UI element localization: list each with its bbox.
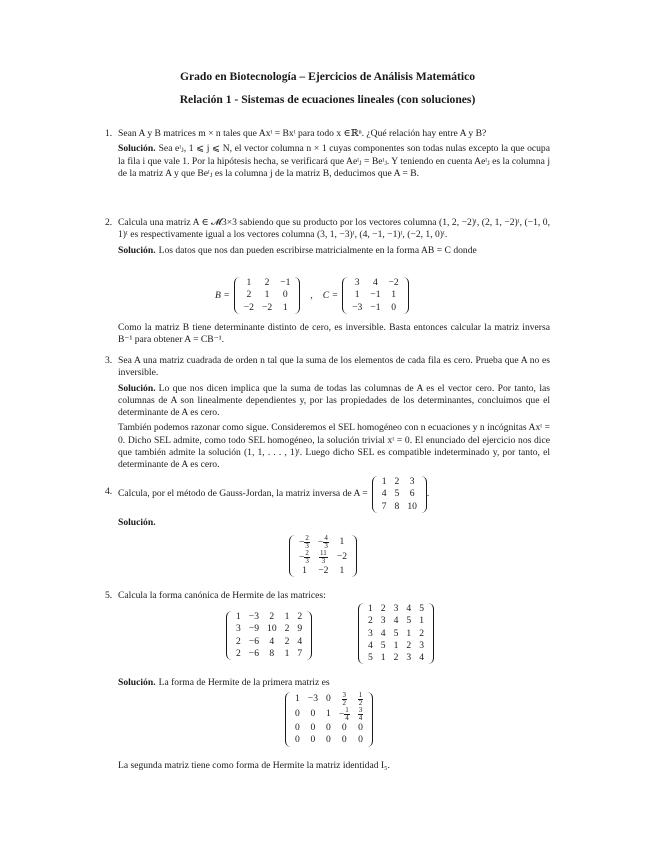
matrix-m2-cell: 5 [419, 603, 424, 614]
matrix-m1-cell: 8 [269, 647, 275, 659]
exercise-solution [118, 143, 550, 180]
hermite-matrix-cell: 0 [358, 722, 363, 733]
inverse-matrix-cell: − $\frac{2}{3}$ [299, 549, 309, 565]
matrix-m2-row [364, 652, 428, 664]
solution-label: Solución. [118, 382, 156, 394]
inverse-matrix-row [295, 550, 351, 565]
exercise-solution [118, 245, 550, 257]
hermite-matrix-cell: $\frac{3}{4}$ [358, 706, 363, 722]
matrix-m2-cell: 5 [406, 615, 412, 627]
matrix-m2-cell: 1 [368, 603, 373, 614]
matrix-m1-cell: 1 [284, 647, 290, 659]
inverse-matrix-cell: 1 [339, 536, 345, 548]
document-subtitle: Relación 1 - Sistemas de ecuaciones lineales (con soluciones) [179, 93, 476, 106]
matrix-a-cell: 7 [381, 500, 387, 512]
matrix-a-cell: 10 [407, 500, 417, 512]
matrix-m1-cell: 4 [297, 635, 303, 647]
matrix-m2-cell: 4 [393, 615, 399, 627]
hermite-matrix-cell: $\frac{1}{2}$ [358, 691, 363, 707]
matrix-m1-cell: 2 [284, 635, 290, 647]
matrix-m1-cell: −6 [248, 635, 260, 647]
matrix-c-cell: 1 [391, 289, 397, 301]
matrix-c-cell: −3 [352, 301, 363, 313]
matrix-m2-cell: 4 [419, 652, 424, 664]
exercise-5-conclusion [118, 760, 550, 775]
matrix-m2-row [364, 615, 428, 627]
solution-label: Solución. [118, 143, 156, 155]
matrix-b-cell: −2 [261, 301, 273, 313]
matrix-m2-cell: 1 [406, 627, 412, 639]
hermite-matrix-cell: 0 [326, 734, 331, 746]
matrix-m1-row [232, 623, 306, 635]
matrix-m2-row [364, 603, 428, 615]
matrix-a-cell: 4 [381, 488, 387, 500]
exercise-statement: Calcula una matriz A ∈ 𝓜3×3 sabiendo que su producto por los vectores columna (1, 2, −2)ᵗ, (2, 1, −2)ᵗ, (−1, 0, 1)ᵗ es respectivamente igual a los vectores columna (3, 1, −3)ᵗ, (4, −1, −1)ᵗ, (−2, 1, 0)ᵗ. [118, 217, 550, 241]
matrix-b-row [240, 289, 295, 301]
matrix-m2-cell: 1 [393, 639, 399, 651]
matrix-a-row [378, 501, 421, 513]
matrix-separator: , [310, 289, 313, 301]
matrix-m1-cell: 3 [236, 623, 241, 635]
inverse-matrix-cell: −2 [318, 565, 329, 576]
hermite-matrix-row [291, 692, 367, 707]
exercise-number: 4. [105, 486, 113, 497]
inverse-matrix [289, 535, 357, 577]
matrix-c-row [348, 277, 403, 289]
matrix-m1-cell: 2 [297, 611, 303, 622]
hermite-matrix-cell: 1 [326, 708, 331, 720]
matrix-m1-cell: 1 [284, 611, 290, 622]
matrix-a-cell: 1 [381, 476, 387, 487]
matrix-b-row [240, 277, 295, 289]
inverse-matrix-cell: 1 [339, 565, 345, 576]
matrix-c-cell: 1 [354, 289, 360, 301]
hermite-matrix-cell: 0 [341, 722, 347, 733]
matrix-m2-cell: 4 [380, 627, 386, 639]
matrix-m2-cell: 4 [406, 603, 412, 614]
matrix-b-cell: 1 [264, 289, 270, 301]
inverse-matrix-cell: − $\frac{4}{3}$ [317, 534, 328, 550]
matrix-m2-cell: 5 [393, 627, 399, 639]
matrix-m2-cell: 3 [406, 652, 412, 664]
exercise-statement: Calcula la forma canónica de Hermite de las matrices: [118, 590, 326, 601]
matrix-m1-cell: 2 [236, 635, 241, 647]
solution-text: La forma de Hermite de la primera matriz es [158, 677, 330, 688]
matrix-c-cell: −1 [370, 301, 381, 313]
matrix-a [372, 476, 430, 513]
conclusion-text: Como la matriz B tiene determinante distinto de cero, es inversible. Basta entonces calcular la matriz inversa B⁻¹ para obtener A = CB⁻¹. [118, 322, 550, 346]
matrix-m2-cell: 2 [368, 615, 373, 627]
hermite-matrix-cell: 0 [326, 722, 331, 733]
matrix-b-cell: −1 [280, 277, 291, 288]
hermite-matrix-cell: 0 [295, 734, 300, 746]
hermite-matrix-cell: 0 [310, 722, 316, 733]
hermite-matrix-cell: 0 [358, 734, 363, 746]
exercise-number: 5. [105, 590, 113, 601]
solution-text: Los datos que nos dan pueden escribirse matricialmente en la forma AB = C donde [158, 244, 477, 256]
solution-label: Solución. [118, 516, 156, 528]
exercise-1 [105, 128, 550, 183]
matrix-m1-cell: 9 [297, 623, 303, 635]
exercise-solution [118, 383, 550, 420]
matrix-a-cell: 2 [394, 476, 400, 487]
inverse-matrix-row [295, 535, 351, 550]
matrix-m2-cell: 5 [368, 652, 373, 664]
inverse-matrix-cell: − $\frac{2}{3}$ [299, 534, 309, 550]
inverse-matrix-row [295, 565, 351, 577]
hermite-matrix-cell: 0 [295, 708, 300, 720]
document-title: Grado en Biotecnología – Ejercicios de Análisis Matemático [179, 70, 476, 83]
hermite-matrix-cell: 0 [310, 708, 316, 720]
matrix-b-cell: 1 [246, 277, 252, 288]
hermite-matrix-row [291, 707, 367, 722]
matrix-m2-cell: 3 [419, 639, 424, 651]
matrix-a-cell: 6 [409, 488, 415, 500]
solution-label: Solución. [118, 677, 156, 688]
matrix-b [234, 277, 301, 314]
exercise-2 [105, 217, 550, 260]
exercise-5-solution [118, 677, 550, 692]
matrix-m1-cell: −3 [248, 611, 260, 622]
matrix-c-cell: 3 [354, 277, 360, 288]
matrix-m2-row [364, 628, 428, 640]
matrix-m1-row [232, 611, 306, 623]
exercise-statement: Calcula, por el método de Gauss-Jordan, la matriz inversa de A = [118, 488, 368, 500]
matrix-b-row [240, 302, 295, 314]
matrix-b-cell: 1 [282, 301, 288, 313]
matrix-a-cell: 8 [394, 500, 400, 512]
matrix-m2-cell: 3 [368, 627, 373, 639]
matrix-b-cell: 0 [282, 289, 288, 301]
matrix-c-row [348, 302, 403, 314]
matrix-m2-cell: 2 [419, 627, 424, 639]
matrix-m1-cell: 1 [236, 611, 241, 622]
matrix-a-cell: 5 [394, 488, 400, 500]
matrix-m2-cell: 2 [393, 652, 399, 664]
matrix-a-row [378, 488, 421, 500]
hermite-matrix-cell: 1 [295, 693, 300, 705]
matrix-c-cell: 0 [391, 301, 397, 313]
exercise-5 [105, 590, 550, 605]
exercise-3 [105, 355, 550, 475]
hermite-matrix-cell: − $\frac{1}{4}$ [338, 706, 349, 722]
statement-period: . [426, 488, 430, 500]
matrix-b-cell: 2 [264, 277, 270, 288]
solution-text: Sea eᵗⱼ, 1 ⩽ j ⩽ N, el vector columna n × 1 cuyas componentes son todas nulas excepto la que ocupa la fila i que vale 1. Por la hipótesis hecha, se verificará que Aeᵗⱼ = Beᵗⱼ. Y teniendo en cuenta Aeᵗⱼ es la columna j de la matriz A y que Beᵗⱼ es la columna j de la matriz B, deducimos que A = B. [118, 143, 550, 179]
matrix-m1-cell: −6 [248, 647, 260, 659]
inverse-matrix-cell: −2 [336, 551, 348, 563]
exercise-statement: Sean A y B matrices m × n tales que Axᵗ = Bxᵗ para todo x ∈ℝⁿ. ¿Qué relación hay entre A y B? [118, 128, 487, 139]
conclusion-text: La segunda matriz tiene como forma de Hermite la matriz identidad I₅. [118, 760, 390, 771]
inverse-matrix-cell: $\frac{11}{3}$ [320, 549, 327, 565]
exercise-number: 3. [105, 355, 113, 366]
matrix-m1-cell: 2 [284, 623, 290, 635]
hermite-matrix-cell: 0 [295, 722, 300, 733]
matrix-a-row [378, 476, 421, 488]
matrix-m2-cell: 4 [368, 639, 373, 651]
matrix-b-label: B = [215, 289, 230, 301]
matrix-m2-cell: 3 [393, 603, 399, 614]
matrix-m1-cell: 10 [267, 623, 277, 635]
inverse-matrix-cell: 1 [302, 565, 307, 576]
hermite-matrix-cell: −3 [307, 693, 319, 705]
matrix-c [342, 277, 409, 314]
matrix-m2-cell: 3 [380, 615, 386, 627]
hermite-matrix [285, 692, 373, 747]
hermite-matrix-row [291, 734, 367, 746]
exercise-2-conclusion [118, 322, 550, 350]
hermite-matrix-cell: 0 [310, 734, 316, 746]
matrix-m1-row [232, 648, 306, 660]
hermite-matrix-cell: 0 [341, 734, 347, 746]
matrix-m2-cell: 2 [380, 603, 386, 614]
exercise-number: 1. [105, 128, 113, 139]
matrix-m1-cell: 2 [269, 611, 275, 622]
hermite-matrix-cell: 0 [326, 693, 331, 705]
matrix-c-cell: −2 [388, 277, 399, 288]
exercise-number: 2. [105, 217, 113, 228]
matrix-m1-row [232, 636, 306, 648]
matrix-m2 [358, 603, 434, 664]
matrix-m2-row [364, 640, 428, 652]
matrix-a-cell: 3 [409, 476, 415, 487]
matrix-m1-cell: 7 [297, 647, 303, 659]
matrix-m2-cell: 2 [406, 639, 412, 651]
matrix-m1-cell: −9 [248, 623, 260, 635]
matrix-pair-B-C [215, 277, 409, 314]
matrix-m1 [226, 611, 312, 660]
solution-label: Solución. [118, 244, 156, 256]
matrix-b-cell: 2 [246, 289, 252, 301]
matrix-c-cell: −1 [370, 289, 381, 301]
matrix-m1-cell: 4 [269, 635, 275, 647]
exercise-4 [105, 476, 550, 532]
hermite-matrix-row [291, 722, 367, 734]
matrix-m2-cell: 5 [380, 639, 386, 651]
matrix-b-cell: −2 [243, 301, 254, 313]
alternative-reasoning: También podemos razonar como sigue. Consideremos el SEL homogéneo con n ecuaciones y n incógnitas Axᵗ = 0. Dicho SEL admite, como todo SEL homogéneo, la solución trivial xᵗ = 0. El enunciado del ejercicio nos dice que también admite la solución (1, 1, . . . , 1)ᵗ. Luego dicho SEL es compatible indeterminado y, por tanto, el determinante de A es cero. [118, 422, 550, 471]
exercise-statement: Sea A una matriz cuadrada de orden n tal que la suma de los elementos de cada fila es cero. Prueba que A no es inversible. [118, 355, 550, 379]
matrix-m1-cell: 2 [236, 647, 241, 659]
matrix-c-row [348, 289, 403, 301]
matrix-m2-cell: 1 [419, 615, 424, 627]
hermite-matrix-cell: $\frac{3}{2}$ [342, 691, 347, 707]
matrix-m2-cell: 1 [380, 652, 386, 664]
solution-text: Lo que nos dicen implica que la suma de todas las columnas de A es el vector cero. Por tanto, las columnas de A son linealmente dependientes y, por las propiedades de los determinantes, concluimos que el determinante de A es cero. [118, 382, 550, 419]
matrix-c-cell: 4 [373, 277, 378, 288]
matrix-c-label: C = [322, 289, 339, 301]
